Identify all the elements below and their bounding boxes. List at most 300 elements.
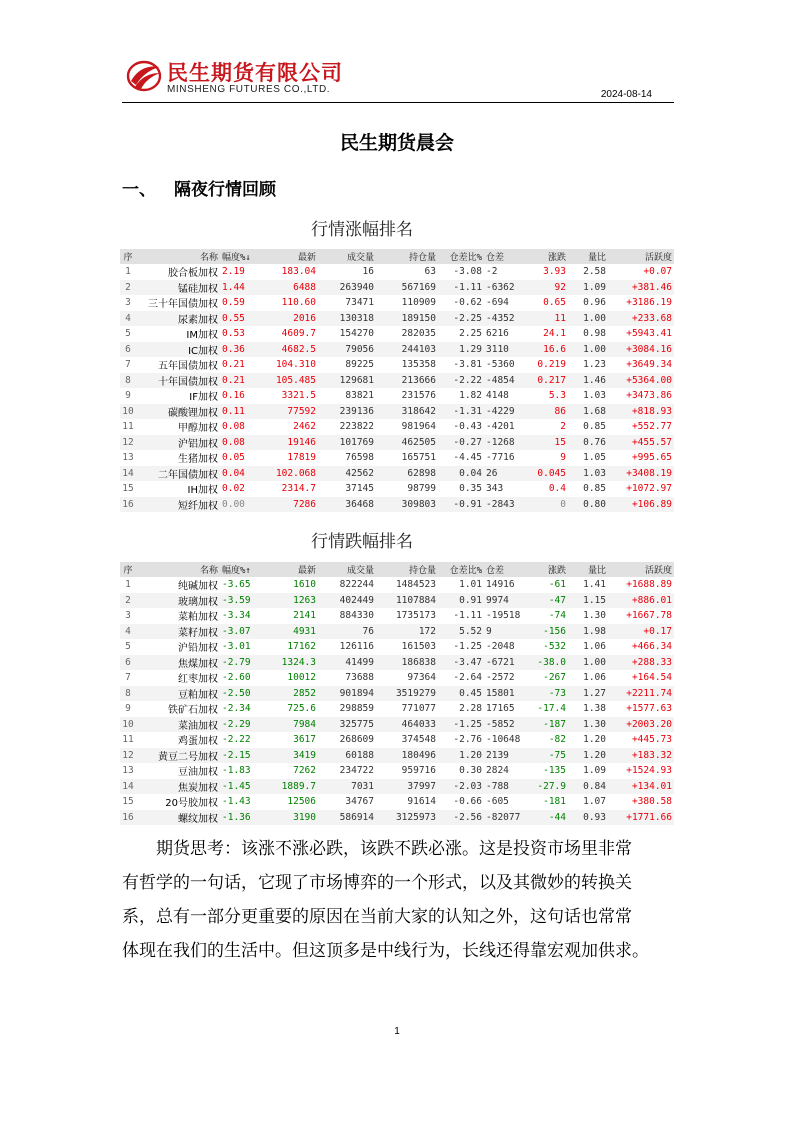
column-header[interactable]: 量比 — [568, 249, 608, 264]
oi-change-cell: -4229 — [484, 404, 524, 420]
row-index-cell: 14 — [120, 466, 136, 482]
last-price-cell: 105.485 — [260, 373, 318, 389]
contract-name-cell: 焦煤加权 — [136, 655, 220, 671]
volume-cell: 41499 — [318, 655, 376, 671]
open-interest-cell: 189150 — [376, 311, 438, 327]
last-price-cell: 6488 — [260, 280, 318, 296]
column-header[interactable]: 成交量 — [318, 562, 376, 577]
open-interest-cell: 318642 — [376, 404, 438, 420]
price-change-cell: 11 — [524, 311, 568, 327]
price-change-cell: 0.217 — [524, 373, 568, 389]
paragraph-line: 期货思考：该涨不涨必跌，该跌不跌必涨。这是投资市场里非常 — [156, 839, 632, 859]
row-index-cell: 3 — [125, 297, 131, 309]
row-index-cell: 5 — [125, 328, 131, 340]
contract-name-cell: 玻璃加权 — [136, 593, 220, 609]
table-row[interactable] — [120, 497, 674, 513]
table-row[interactable] — [120, 280, 674, 296]
minsheng-swoosh-logo — [126, 57, 162, 93]
change-pct-cell: -2.79 — [220, 655, 260, 671]
price-change-cell: 86 — [524, 404, 568, 420]
volume-cell: 822244 — [339, 579, 374, 591]
last-price-cell: 19146 — [260, 435, 318, 451]
last-price-cell: 17162 — [287, 641, 316, 653]
last-price-cell: 77592 — [260, 404, 318, 420]
company-name-cn: 民生期货有限公司 — [167, 61, 343, 85]
oi-change-cell: 4148 — [486, 390, 509, 402]
open-interest-cell: 213666 — [376, 373, 438, 389]
volume-cell: 901894 — [318, 686, 376, 702]
change-pct-cell: 1.44 — [220, 280, 260, 296]
activity-cell: +164.54 — [631, 672, 672, 684]
activity-cell: +3084.16 — [608, 342, 674, 358]
contract-name-cell: 甲醇加权 — [178, 423, 218, 435]
table-row[interactable] — [120, 311, 674, 327]
row-index-cell: 2 — [120, 593, 136, 609]
table-row[interactable] — [120, 357, 674, 373]
activity-cell: +183.32 — [608, 748, 674, 764]
oi-change-cell: -788 — [484, 779, 524, 795]
column-header[interactable]: 幅度%↑ — [220, 562, 260, 577]
column-header[interactable]: 序 — [120, 249, 136, 264]
column-header[interactable]: 幅度%↓ — [220, 249, 260, 264]
volume-cell: 16 — [362, 266, 374, 278]
column-header[interactable]: 仓差 — [484, 249, 524, 264]
price-change-cell: -47 — [524, 593, 568, 609]
oi-change-pct-cell: -2.64 — [453, 672, 482, 684]
volume-cell: 37145 — [345, 483, 374, 495]
column-header[interactable]: 名称 — [136, 562, 220, 577]
price-change-cell: 24.1 — [543, 328, 566, 340]
change-pct-cell: 0.53 — [222, 328, 245, 340]
volume-cell: 268609 — [339, 734, 374, 746]
activity-cell: +886.01 — [608, 593, 674, 609]
row-index-cell: 5 — [125, 641, 131, 653]
last-price-cell: 4931 — [260, 624, 318, 640]
change-pct-cell: -3.01 — [222, 641, 251, 653]
volume-ratio-cell: 0.84 — [568, 779, 608, 795]
change-pct-cell: -2.29 — [220, 717, 260, 733]
open-interest-cell: 98799 — [407, 483, 436, 495]
contract-name-cell: IC加权 — [136, 342, 220, 358]
oi-change-pct-cell: -2.25 — [438, 311, 484, 327]
oi-change-pct-cell: 1.82 — [459, 390, 482, 402]
oi-change-cell: 17165 — [486, 703, 515, 715]
activity-cell: +1072.97 — [626, 483, 672, 495]
activity-cell: +2211.74 — [608, 686, 674, 702]
volume-ratio-cell: 0.85 — [583, 483, 606, 495]
volume-ratio-cell: 1.06 — [583, 672, 606, 684]
last-price-cell: 1889.7 — [260, 779, 318, 795]
activity-cell: +445.73 — [631, 734, 672, 746]
activity-cell: +3408.19 — [608, 466, 674, 482]
price-change-cell: -38.0 — [524, 655, 568, 671]
activity-cell: +3473.86 — [626, 390, 672, 402]
column-header[interactable]: 仓差比% — [438, 249, 484, 264]
column-header[interactable]: 仓差 — [484, 562, 524, 577]
oi-change-cell: 9974 — [484, 593, 524, 609]
oi-change-pct-cell: -1.11 — [453, 610, 482, 622]
volume-ratio-cell: 1.23 — [583, 359, 606, 371]
volume-ratio-cell: 0.80 — [568, 497, 608, 513]
contract-name-cell: IF加权 — [189, 392, 218, 404]
contract-name-cell: 锰硅加权 — [136, 280, 220, 296]
volume-cell: 154270 — [339, 328, 374, 340]
oi-change-pct-cell: -1.25 — [438, 717, 484, 733]
last-price-cell: 3190 — [260, 810, 318, 826]
change-pct-cell: -3.59 — [220, 593, 260, 609]
contract-name-cell: 二年国债加权 — [136, 466, 220, 482]
price-change-cell: -61 — [548, 579, 566, 591]
price-change-cell: -187 — [524, 717, 568, 733]
change-pct-cell: 0.08 — [220, 435, 260, 451]
open-interest-cell: 37997 — [376, 779, 438, 795]
oi-change-pct-cell: -3.08 — [453, 266, 482, 278]
paragraph-line: 体现在我们的生活中。但这顶多是中线行为，长线还得靠宏观加供求。 — [122, 941, 649, 961]
open-interest-cell: 464033 — [376, 717, 438, 733]
oi-change-pct-cell: -2.22 — [438, 373, 484, 389]
row-index-cell: 10 — [120, 717, 136, 733]
volume-ratio-cell: 1.00 — [568, 311, 608, 327]
oi-change-pct-cell: -0.62 — [453, 297, 482, 309]
change-pct-cell: -2.22 — [222, 734, 251, 746]
row-index-cell: 12 — [120, 748, 136, 764]
oi-change-cell: -6721 — [484, 655, 524, 671]
contract-name-cell: 菜籽加权 — [136, 624, 220, 640]
table-header-row — [120, 249, 674, 264]
contract-name-cell: 胶合板加权 — [168, 268, 218, 280]
open-interest-cell: 231576 — [401, 390, 436, 402]
activity-cell: +1667.78 — [626, 610, 672, 622]
paragraph-line: 系，总有一部分更重要的原因在当前大家的认知之外，这句话也常常 — [122, 907, 632, 927]
contract-name-cell: 红枣加权 — [178, 674, 218, 686]
contract-name-cell: 沪铝加权 — [136, 435, 220, 451]
activity-cell: +0.07 — [643, 266, 672, 278]
price-change-cell: 3.93 — [543, 266, 566, 278]
change-pct-cell: 0.02 — [222, 483, 245, 495]
oi-change-cell: 9 — [484, 624, 524, 640]
activity-cell: +1771.66 — [608, 810, 674, 826]
table-row[interactable] — [120, 373, 674, 389]
change-pct-cell: 0.08 — [222, 421, 245, 433]
row-index-cell: 8 — [120, 686, 136, 702]
column-header[interactable]: 名称 — [136, 249, 220, 264]
activity-cell: +1577.63 — [626, 703, 672, 715]
oi-change-pct-cell: 0.45 — [438, 686, 484, 702]
row-index-cell: 3 — [125, 610, 131, 622]
last-price-cell: 12506 — [287, 796, 316, 808]
table-header-row — [120, 562, 674, 577]
gainers-table — [120, 249, 674, 512]
table-row[interactable] — [120, 779, 674, 795]
open-interest-cell: 180496 — [376, 748, 438, 764]
row-index-cell: 13 — [122, 765, 134, 777]
table-row[interactable] — [120, 593, 674, 609]
contract-name-cell: 豆油加权 — [178, 767, 218, 779]
oi-change-cell: 2139 — [484, 748, 524, 764]
price-change-cell: 5.3 — [548, 390, 566, 402]
volume-ratio-cell: 1.00 — [568, 342, 608, 358]
last-price-cell: 102.068 — [260, 466, 318, 482]
change-pct-cell: 0.04 — [220, 466, 260, 482]
volume-cell: 73688 — [345, 672, 374, 684]
change-pct-cell: 0.05 — [222, 452, 245, 464]
column-header[interactable]: 持仓量 — [376, 562, 438, 577]
oi-change-cell: -694 — [486, 297, 509, 309]
contract-name-cell: 菜粕加权 — [178, 612, 218, 624]
volume-cell: 586914 — [318, 810, 376, 826]
oi-change-cell: 2824 — [486, 765, 509, 777]
column-header[interactable]: 仓差比% — [438, 562, 484, 577]
contract-name-cell: 十年国债加权 — [136, 373, 220, 389]
oi-change-cell: -4352 — [484, 311, 524, 327]
activity-cell: +995.65 — [631, 452, 672, 464]
contract-name-cell: 焦炭加权 — [136, 779, 220, 795]
oi-change-cell: -2572 — [486, 672, 515, 684]
oi-change-cell: 14916 — [486, 579, 515, 591]
row-index-cell: 15 — [122, 483, 134, 495]
open-interest-cell: 374548 — [401, 734, 436, 746]
open-interest-cell: 110909 — [401, 297, 436, 309]
open-interest-cell: 3519279 — [376, 686, 438, 702]
table-row[interactable] — [120, 624, 674, 640]
price-change-cell: -156 — [524, 624, 568, 640]
table-row[interactable] — [120, 295, 674, 311]
volume-ratio-cell: 1.07 — [583, 796, 606, 808]
volume-cell: 129681 — [318, 373, 376, 389]
table-row[interactable] — [120, 732, 674, 748]
table-row[interactable] — [120, 577, 674, 593]
table-row[interactable] — [120, 326, 674, 342]
open-interest-cell: 97364 — [407, 672, 436, 684]
volume-cell: 126116 — [339, 641, 374, 653]
table-row[interactable] — [120, 419, 674, 435]
oi-change-cell: -82077 — [484, 810, 524, 826]
last-price-cell: 3419 — [260, 748, 318, 764]
contract-name-cell: IM加权 — [186, 330, 218, 342]
contract-name-cell: 沪铅加权 — [178, 643, 218, 655]
change-pct-cell: 2.19 — [222, 266, 245, 278]
last-price-cell: 7262 — [293, 765, 316, 777]
price-change-cell: -44 — [524, 810, 568, 826]
row-index-cell: 12 — [120, 435, 136, 451]
last-price-cell: 1263 — [260, 593, 318, 609]
volume-ratio-cell: 0.85 — [583, 421, 606, 433]
column-header[interactable]: 量比 — [568, 562, 608, 577]
table-row[interactable] — [120, 763, 674, 779]
column-header[interactable]: 涨跌 — [524, 562, 568, 577]
table-row[interactable] — [120, 466, 674, 482]
table-row[interactable] — [120, 670, 674, 686]
price-change-cell: 0.045 — [524, 466, 568, 482]
oi-change-pct-cell: -2.03 — [438, 779, 484, 795]
oi-change-pct-cell: 2.28 — [459, 703, 482, 715]
table-row[interactable] — [120, 655, 674, 671]
last-price-cell: 2314.7 — [281, 483, 316, 495]
contract-name-cell: 螺纹加权 — [136, 810, 220, 826]
volume-ratio-cell: 1.03 — [568, 466, 608, 482]
oi-change-cell: -2048 — [486, 641, 515, 653]
change-pct-cell: 0.21 — [220, 373, 260, 389]
contract-name-cell: 铁矿石加权 — [168, 705, 218, 717]
volume-ratio-cell: 1.15 — [568, 593, 608, 609]
change-pct-cell: -3.65 — [222, 579, 251, 591]
oi-change-cell: -2843 — [484, 497, 524, 513]
column-header[interactable]: 活跃度 — [608, 562, 674, 577]
table-row[interactable] — [120, 481, 674, 497]
table-row[interactable] — [120, 748, 674, 764]
volume-cell: 7031 — [318, 779, 376, 795]
open-interest-cell: 244103 — [376, 342, 438, 358]
volume-cell: 234722 — [339, 765, 374, 777]
change-pct-cell: 0.11 — [220, 404, 260, 420]
column-header[interactable]: 序 — [120, 562, 136, 577]
losers-table — [120, 562, 674, 825]
table-row[interactable] — [120, 450, 674, 466]
volume-ratio-cell: 1.30 — [568, 717, 608, 733]
activity-cell: +134.01 — [608, 779, 674, 795]
oi-change-pct-cell: 0.35 — [459, 483, 482, 495]
table-row[interactable] — [120, 342, 674, 358]
oi-change-pct-cell: 0.04 — [438, 466, 484, 482]
volume-ratio-cell: 1.20 — [583, 734, 606, 746]
table-row[interactable] — [120, 404, 674, 420]
row-index-cell: 9 — [125, 390, 131, 402]
row-index-cell: 16 — [120, 497, 136, 513]
open-interest-cell: 62898 — [376, 466, 438, 482]
activity-cell: +3649.34 — [626, 359, 672, 371]
change-pct-cell: -3.07 — [220, 624, 260, 640]
open-interest-cell: 165751 — [401, 452, 436, 464]
oi-change-cell: 6216 — [486, 328, 509, 340]
oi-change-cell: -5360 — [486, 359, 515, 371]
commentary-paragraph — [122, 832, 674, 968]
price-change-cell: 0.4 — [548, 483, 566, 495]
volume-cell: 83821 — [345, 390, 374, 402]
volume-ratio-cell: 1.68 — [568, 404, 608, 420]
activity-cell: +0.17 — [608, 624, 674, 640]
paragraph-line: 有哲学的一句话，它现了市场博弈的一个形式，以及其微妙的转换关 — [122, 873, 632, 893]
change-pct-cell: -1.36 — [220, 810, 260, 826]
volume-cell: 76598 — [345, 452, 374, 464]
table-row[interactable] — [120, 717, 674, 733]
open-interest-cell: 309803 — [376, 497, 438, 513]
price-change-cell: 92 — [524, 280, 568, 296]
oi-change-cell: -19518 — [486, 610, 521, 622]
oi-change-pct-cell: 5.52 — [438, 624, 484, 640]
volume-cell: 223822 — [339, 421, 374, 433]
last-price-cell: 4682.5 — [260, 342, 318, 358]
activity-cell: +5943.41 — [626, 328, 672, 340]
oi-change-pct-cell: -0.66 — [453, 796, 482, 808]
open-interest-cell: 771077 — [401, 703, 436, 715]
volume-cell: 239136 — [318, 404, 376, 420]
column-header[interactable]: 成交量 — [318, 249, 376, 264]
table-row[interactable] — [120, 794, 674, 810]
volume-ratio-cell: 1.38 — [583, 703, 606, 715]
oi-change-cell: 26 — [484, 466, 524, 482]
column-header[interactable]: 涨跌 — [524, 249, 568, 264]
open-interest-cell: 1735173 — [395, 610, 436, 622]
last-price-cell: 3617 — [293, 734, 316, 746]
row-index-cell: 2 — [120, 280, 136, 296]
row-index-cell: 6 — [120, 342, 136, 358]
contract-name-cell: 黄豆二号加权 — [136, 748, 220, 764]
last-price-cell: 104.310 — [275, 359, 316, 371]
open-interest-cell: 172 — [376, 624, 438, 640]
table-row[interactable] — [120, 810, 674, 826]
activity-cell: +381.46 — [608, 280, 674, 296]
table-row[interactable] — [120, 639, 674, 655]
contract-name-cell: 纯碱加权 — [178, 581, 218, 593]
volume-cell: 884330 — [339, 610, 374, 622]
page-header — [122, 52, 674, 103]
activity-cell: +3186.19 — [626, 297, 672, 309]
column-header[interactable]: 活跃度 — [608, 249, 674, 264]
table-row[interactable] — [120, 701, 674, 717]
table-row[interactable] — [120, 264, 674, 280]
last-price-cell: 183.04 — [281, 266, 316, 278]
price-change-cell: -27.9 — [524, 779, 568, 795]
last-price-cell: 2141 — [293, 610, 316, 622]
open-interest-cell: 462505 — [376, 435, 438, 451]
row-index-cell: 1 — [125, 266, 131, 278]
table-row[interactable] — [120, 435, 674, 451]
oi-change-cell: 343 — [486, 483, 504, 495]
open-interest-cell: 186838 — [376, 655, 438, 671]
oi-change-cell: -10648 — [486, 734, 521, 746]
last-price-cell: 2016 — [260, 311, 318, 327]
activity-cell: +818.93 — [608, 404, 674, 420]
oi-change-cell: 3110 — [484, 342, 524, 358]
price-change-cell: 16.6 — [524, 342, 568, 358]
oi-change-cell: -1268 — [484, 435, 524, 451]
change-pct-cell: -2.34 — [222, 703, 251, 715]
table-row[interactable] — [120, 608, 674, 624]
oi-change-pct-cell: -2.56 — [438, 810, 484, 826]
column-header[interactable]: 持仓量 — [376, 249, 438, 264]
table-row[interactable] — [120, 388, 674, 404]
change-pct-cell: -1.83 — [222, 765, 251, 777]
activity-cell: +380.58 — [631, 796, 672, 808]
row-index-cell: 16 — [120, 810, 136, 826]
section-title: 隔夜行情回顾 — [174, 180, 276, 200]
column-header[interactable]: 最新 — [260, 562, 318, 577]
last-price-cell: 3321.5 — [281, 390, 316, 402]
contract-name-cell: 菜油加权 — [136, 717, 220, 733]
volume-ratio-cell: 0.76 — [568, 435, 608, 451]
volume-ratio-cell: 1.30 — [583, 610, 606, 622]
table-row[interactable] — [120, 686, 674, 702]
change-pct-cell: 0.55 — [220, 311, 260, 327]
change-pct-cell: -2.15 — [220, 748, 260, 764]
volume-cell: 298859 — [339, 703, 374, 715]
activity-cell: +106.89 — [608, 497, 674, 513]
activity-cell: +1688.89 — [626, 579, 672, 591]
oi-change-pct-cell: -0.27 — [438, 435, 484, 451]
oi-change-pct-cell: 0.91 — [438, 593, 484, 609]
oi-change-cell: -4854 — [484, 373, 524, 389]
column-header[interactable]: 最新 — [260, 249, 318, 264]
contract-name-cell: 20号胶加权 — [165, 798, 218, 810]
volume-ratio-cell: 1.20 — [568, 748, 608, 764]
open-interest-cell: 3125973 — [376, 810, 438, 826]
volume-ratio-cell: 0.93 — [568, 810, 608, 826]
volume-ratio-cell: 1.09 — [583, 765, 606, 777]
oi-change-pct-cell: -1.31 — [438, 404, 484, 420]
oi-change-pct-cell: -3.81 — [453, 359, 482, 371]
oi-change-pct-cell: 1.29 — [438, 342, 484, 358]
section-heading — [122, 175, 276, 200]
